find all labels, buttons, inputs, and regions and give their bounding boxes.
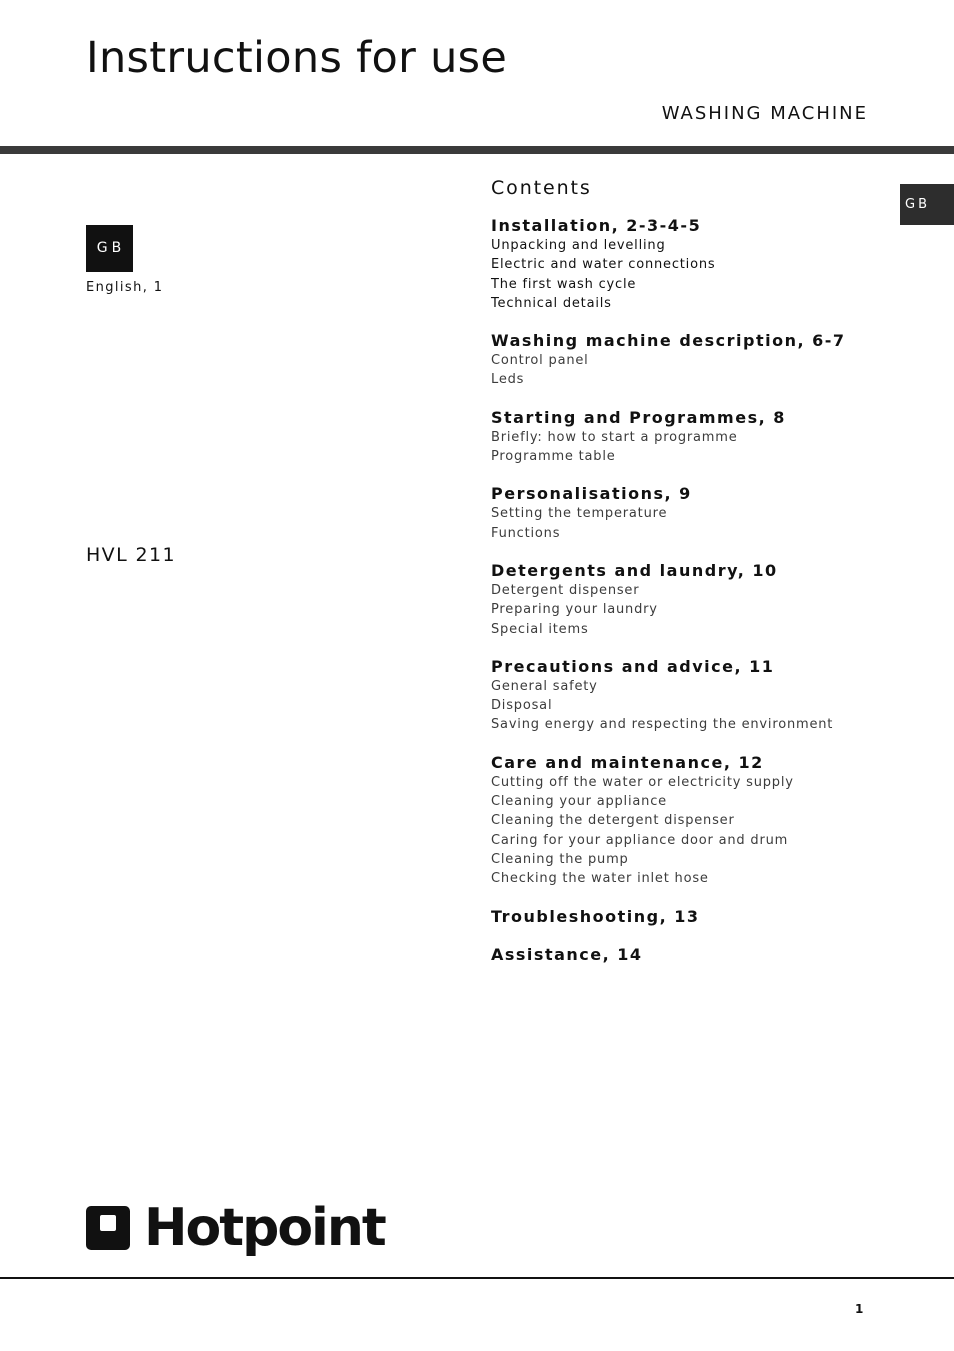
toc-section (491, 407, 891, 467)
toc-item: Preparing your laundry (491, 602, 658, 618)
toc-list (491, 215, 891, 965)
footer-divider (0, 1277, 954, 1279)
toc-section-heading: Assistance, 14 (491, 944, 643, 964)
toc-item: Unpacking and levelling (491, 238, 666, 253)
toc-section-heading: Care and maintenance, 12 (491, 752, 764, 772)
toc-item: Disposal (491, 698, 553, 714)
toc-section-heading: Personalisations, 9 (491, 484, 692, 504)
toc-item: Functions (491, 525, 561, 541)
language-side-tab: GB (900, 184, 954, 225)
hotpoint-logo-mark-icon (86, 1206, 130, 1250)
toc-item: Caring for your appliance door and drum (491, 832, 789, 848)
toc-section (491, 906, 891, 927)
toc-section-heading: Installation, 2-3-4-5 (491, 216, 702, 235)
header-divider (0, 146, 954, 154)
brand-name: Hotpoint (144, 1198, 385, 1258)
toc-section (491, 483, 891, 543)
toc-item: Saving energy and respecting the environment (491, 717, 834, 733)
toc-section (491, 656, 891, 735)
language-label: English, 1 (86, 280, 164, 295)
toc-item: Setting the temperature (491, 506, 668, 522)
toc-item: General safety (491, 678, 598, 694)
document-title: Instructions for use (86, 33, 508, 83)
toc-section-heading: Starting and Programmes, 8 (491, 407, 786, 427)
toc-section (491, 944, 891, 965)
toc-section-heading: Precautions and advice, 11 (491, 656, 775, 676)
table-of-contents (491, 175, 891, 982)
toc-item: Programme table (491, 449, 616, 465)
toc-section-heading: Detergents and laundry, 10 (491, 560, 778, 580)
toc-item: Cleaning your appliance (491, 794, 667, 810)
toc-item: The first wash cycle (491, 276, 637, 292)
language-badge: GB (86, 225, 133, 272)
toc-section (491, 752, 891, 889)
toc-section (491, 215, 891, 313)
toc-section (491, 560, 891, 639)
toc-item: Technical details (491, 295, 612, 311)
product-type: WASHING MACHINE (661, 103, 868, 124)
model-name: HVL 211 (86, 544, 176, 566)
toc-item: Cleaning the detergent dispenser (491, 813, 735, 829)
toc-section-heading: Washing machine description, 6-7 (491, 331, 846, 351)
toc-item: Leds (491, 372, 525, 388)
toc-item: Cleaning the pump (491, 851, 629, 867)
contents-heading: Contents (491, 177, 592, 199)
toc-section-heading: Troubleshooting, 13 (491, 906, 700, 926)
hotpoint-logo (86, 1198, 385, 1258)
toc-item: Control panel (491, 353, 589, 369)
toc-item: Detergent dispenser (491, 582, 640, 598)
toc-item: Briefly: how to start a programme (491, 429, 738, 445)
toc-section (491, 330, 891, 390)
toc-item: Electric and water connections (491, 257, 716, 273)
toc-item: Cutting off the water or electricity supply (491, 774, 794, 790)
page-number: 1 (855, 1302, 864, 1316)
toc-item: Special items (491, 621, 589, 637)
toc-item: Checking the water inlet hose (491, 871, 709, 887)
